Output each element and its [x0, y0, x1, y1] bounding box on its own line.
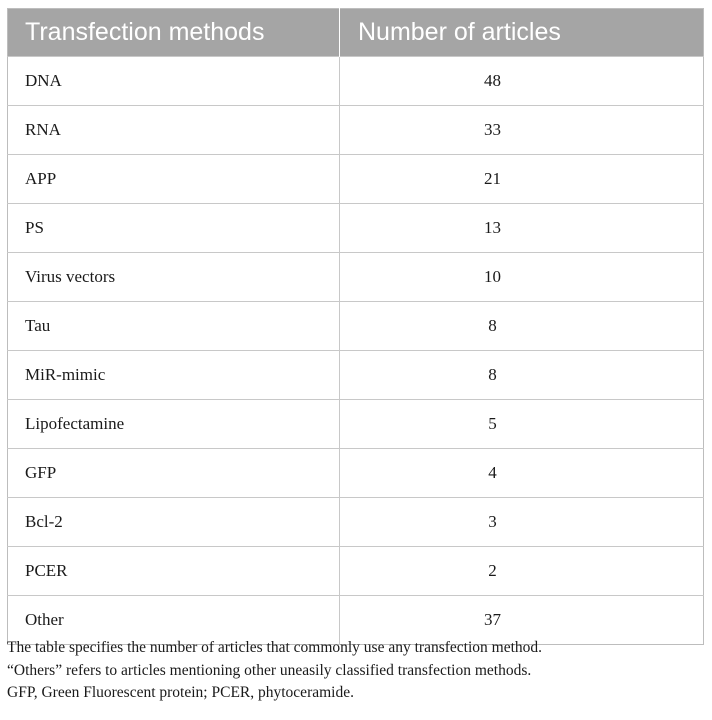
- count-cell: 8: [340, 351, 704, 400]
- method-cell: APP: [8, 155, 340, 204]
- table-row: [8, 547, 704, 596]
- count-cell: 4: [340, 449, 704, 498]
- footnote-line: The table specifies the number of articles that commonly use any transfection method.: [7, 639, 543, 656]
- transfection-methods-table: [7, 8, 704, 645]
- method-cell: PS: [8, 204, 340, 253]
- transfection-table-container: [7, 8, 704, 645]
- column-header-number-of-articles: Number of articles: [340, 9, 704, 57]
- table-row: [8, 498, 704, 547]
- method-cell: Tau: [8, 302, 340, 351]
- method-cell: RNA: [8, 106, 340, 155]
- method-cell: Lipofectamine: [8, 400, 340, 449]
- table-footnote: [7, 637, 707, 705]
- method-cell: GFP: [8, 449, 340, 498]
- column-header-transfection-methods: Transfection methods: [8, 9, 340, 57]
- table-header-row: [8, 9, 704, 57]
- count-cell: 37: [340, 596, 704, 645]
- table-row: [8, 57, 704, 106]
- count-cell: 48: [340, 57, 704, 106]
- count-cell: 33: [340, 106, 704, 155]
- method-cell: Virus vectors: [8, 253, 340, 302]
- table-row: [8, 400, 704, 449]
- table-row: [8, 204, 704, 253]
- table-row: [8, 253, 704, 302]
- table-row: [8, 351, 704, 400]
- count-cell: 5: [340, 400, 704, 449]
- footnote-line: GFP, Green Fluorescent protein; PCER, phytoceramide.: [7, 684, 354, 701]
- method-cell: Bcl-2: [8, 498, 340, 547]
- table-row: [8, 449, 704, 498]
- method-cell: MiR-mimic: [8, 351, 340, 400]
- table-row: [8, 302, 704, 351]
- method-cell: DNA: [8, 57, 340, 106]
- method-cell: PCER: [8, 547, 340, 596]
- count-cell: 10: [340, 253, 704, 302]
- count-cell: 13: [340, 204, 704, 253]
- count-cell: 8: [340, 302, 704, 351]
- footnote-line: “Others” refers to articles mentioning other uneasily classified transfection methods.: [7, 661, 532, 679]
- count-cell: 3: [340, 498, 704, 547]
- table-row: [8, 155, 704, 204]
- method-cell: Other: [8, 596, 340, 645]
- count-cell: 21: [340, 155, 704, 204]
- count-cell: 2: [340, 547, 704, 596]
- table-row: [8, 106, 704, 155]
